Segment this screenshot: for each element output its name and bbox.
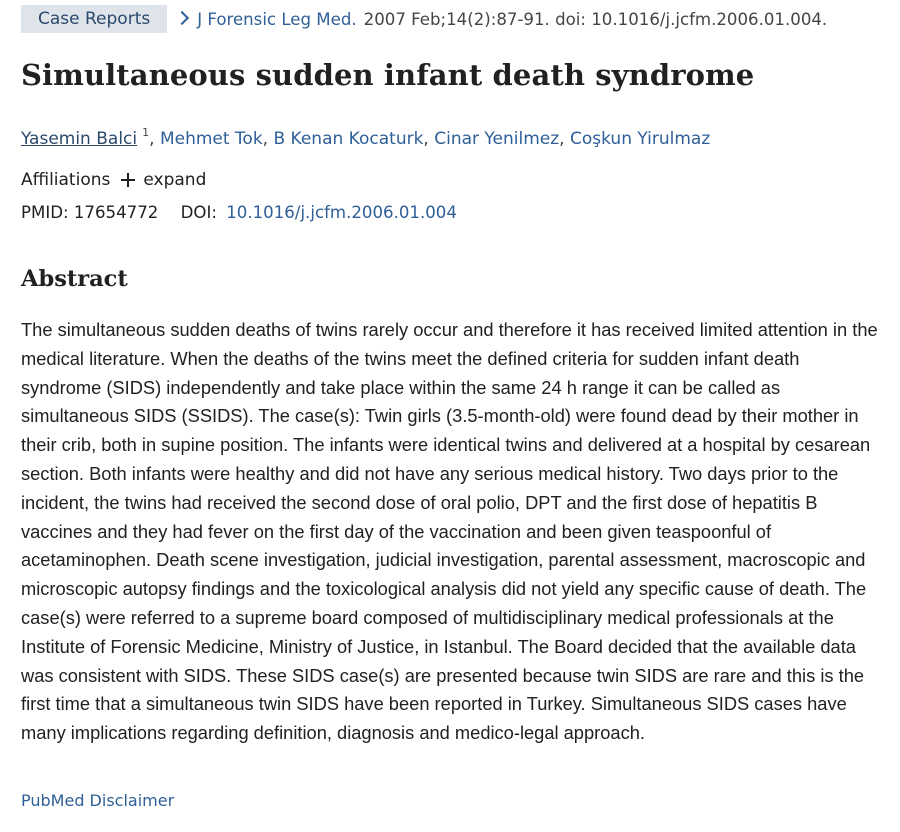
expand-affiliations-button[interactable]: expand bbox=[143, 170, 207, 190]
affiliation-mark[interactable]: 1 bbox=[142, 126, 150, 139]
author-link[interactable]: Coşkun Yirulmaz bbox=[569, 129, 711, 149]
citation-text: 2007 Feb;14(2):87-91. doi: 10.1016/j.jcfm.2006.01.004. bbox=[363, 9, 828, 29]
abstract-heading: Abstract bbox=[21, 266, 128, 292]
abstract-text: The simultaneous sudden deaths of twins rarely occur and therefore it has received limited attention in the medical literature. When the deaths of the twins meet the defined criteria for sudden infant death syndrome (SIDS) independently and take place within the same 24 h range it can be called as simultaneous SIDS (SSIDS). The case(s): Twin girls (3.5-month-old) were found dead by their mother in their crib, both in supine position. The infants were identical twins and delivered at a hospital by cesarean section. Both infants were healthy and did not have any serious medical history. Two days prior to the incident, the twins had received the second dose of oral polio, DPT and the first dose of hepatitis B vaccines and they had fever on the first day of the vaccination and been given teaspoonful of acetaminophen. Death scene investigation, judicial investigation, parental assessment, macroscopic and microscopic autopsy findings and the toxicological analysis did not yield any specific cause of death. The case(s) were referred to a supreme board composed of multidisciplinary medical professionals at the Institute of Forensic Medicine, Ministry of Justice, in Istanbul. The Board decided that the available data was consistent with SIDS. These SIDS case(s) are presented because twin SIDS are rare and this is the first time that a simultaneous twin SIDS have been reported in Turkey. Simultaneous SIDS cases have many implications regarding definition, diagnosis and medico-legal approach. bbox=[21, 319, 878, 744]
pmid-label: PMID: bbox=[21, 203, 69, 222]
author-link[interactable]: B Kenan Kocaturk bbox=[273, 129, 424, 149]
article-header bbox=[21, 5, 827, 33]
pmid-value: 17654772 bbox=[73, 203, 159, 222]
doi-link[interactable]: 10.1016/j.jcfm.2006.01.004 bbox=[226, 203, 457, 222]
article-title: Simultaneous sudden infant death syndrome bbox=[21, 58, 755, 92]
affiliations-row bbox=[21, 170, 206, 190]
journal-link[interactable]: J Forensic Leg Med. bbox=[197, 9, 357, 29]
author-link-primary[interactable]: Yasemin Balci bbox=[21, 129, 138, 149]
author-link[interactable]: Cinar Yenilmez bbox=[434, 129, 560, 149]
doi-label: DOI: bbox=[180, 203, 217, 222]
affiliations-label: Affiliations bbox=[21, 170, 111, 190]
plus-icon[interactable] bbox=[121, 173, 135, 187]
pubmed-disclaimer-link[interactable]: PubMed Disclaimer bbox=[21, 791, 175, 810]
identifiers-row bbox=[21, 203, 457, 222]
author-list: Yasemin Balci $^1$, Mehmet Tok, B Kenan Kocaturk, Cinar Yenilmez, Coşkun Yirulmaz bbox=[21, 126, 711, 149]
author-link[interactable]: Mehmet Tok bbox=[159, 129, 263, 149]
chevron-right-icon bbox=[175, 11, 189, 25]
article-type-badge[interactable]: Case Reports bbox=[21, 5, 167, 33]
